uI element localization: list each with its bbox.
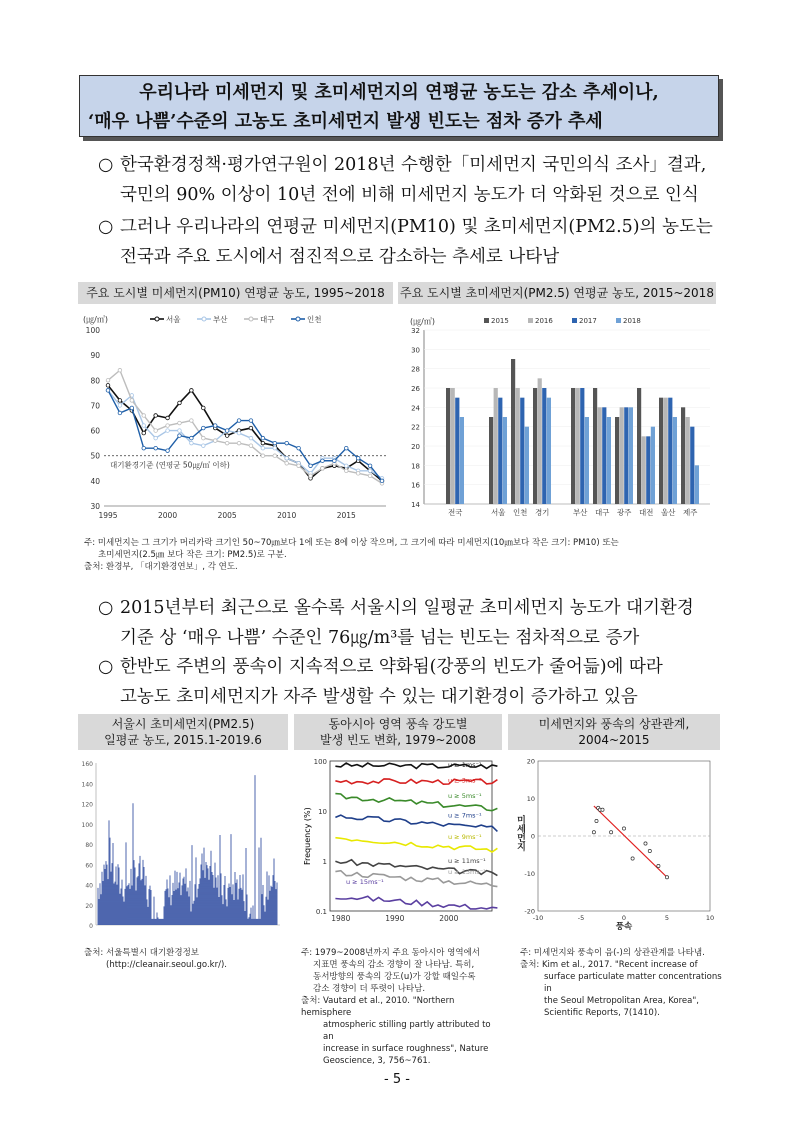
chart2-unit: (㎍/㎥) <box>410 317 435 326</box>
bullet-2-line-2: 전국과 주요 도시에서 점진적으로 감소하는 추세로 나타남 <box>120 247 560 267</box>
bullet-marker: ○ <box>98 217 114 237</box>
scatter-point <box>610 831 613 834</box>
bar <box>494 388 498 504</box>
y-tick-label: 22 <box>411 423 420 432</box>
legend-marker <box>155 317 159 321</box>
data-point <box>273 446 277 450</box>
title-line-2: ‘매우 나쁨’수준의 고농도 초미세먼지 발생 빈도는 점차 증가 추세 <box>88 111 603 132</box>
data-point <box>344 446 348 450</box>
legend-label: 2016 <box>535 317 553 325</box>
y-tick-label: 60 <box>85 862 93 870</box>
chart5-note-1: 주: 미세먼지와 풍속이 음(-)의 상관관계를 나타냄. <box>520 948 705 958</box>
bar <box>673 417 677 504</box>
bar <box>538 378 542 504</box>
chart4-note-4: 감소 경향이 더 뚜렷이 나타남. <box>313 984 426 994</box>
chart4-caption-line-1: 동아시아 영역 풍속 강도별 <box>328 717 468 731</box>
legend-label: 인천 <box>307 315 322 324</box>
bar <box>664 398 668 504</box>
chart5-caption-line-2: 2004~2015 <box>578 733 650 747</box>
x-tick-label: 전국 <box>447 508 463 517</box>
data-point <box>130 406 134 410</box>
bullet-4-line-2: 고농도 초미세먼지가 자주 발생할 수 있는 대기환경이 증가하고 있음 <box>120 687 638 707</box>
scatter-point <box>644 842 647 845</box>
legend-marker <box>296 317 300 321</box>
y-tick-label: 100 <box>313 758 327 766</box>
scatter-point <box>601 808 604 811</box>
data-point <box>154 446 158 450</box>
x-tick-label: 2010 <box>277 511 297 520</box>
scatter-point <box>657 864 660 867</box>
data-point <box>333 459 337 463</box>
chart5-note-4: the Seoul Metropolitan Area, Korea", <box>544 996 699 1006</box>
bar <box>695 465 699 504</box>
y-tick-label: 160 <box>81 761 93 768</box>
data-point <box>118 368 122 372</box>
y-tick-label: 20 <box>526 757 535 766</box>
title-line-1: 우리나라 미세먼지 및 초미세먼지의 연평균 농도는 감소 추세이나, <box>139 82 659 103</box>
chart3-note-2: (http://cleanair.seoul.go.kr/). <box>106 960 227 970</box>
y-tick-label: 40 <box>85 882 93 890</box>
legend-swatch <box>616 318 621 323</box>
chart1-caption: 주요 도시별 미세먼지(PM10) 연평균 농도, 1995~2018 <box>78 282 393 304</box>
bar <box>602 407 606 504</box>
data-point <box>249 444 253 448</box>
data-point <box>249 436 253 440</box>
data-point <box>130 399 134 403</box>
bar <box>651 427 655 504</box>
scatter-point <box>622 827 625 830</box>
data-point <box>225 441 229 445</box>
data-point <box>106 389 110 393</box>
data-point <box>142 414 146 418</box>
bullet-1-line-1: 한국환경정책·평가연구원이 2018년 수행한「미세먼지 국민의식 조사」결과, <box>120 155 707 175</box>
bullet-1-line-2: 국민의 90% 이상이 10년 전에 비해 미세먼지 농도가 더 악화된 것으로 인식 <box>120 185 699 205</box>
section-title-box <box>79 75 719 137</box>
bar <box>571 388 575 504</box>
chart4-ylabel: Frequency (%) <box>303 807 312 865</box>
chart1-annotation: 대기환경기준 (연평균 50㎍/㎥ 이하) <box>110 460 230 470</box>
chart5-notes <box>520 947 725 1019</box>
data-point <box>202 436 206 440</box>
y-tick-label: 60 <box>90 426 100 436</box>
data-point <box>166 449 170 453</box>
x-axis-label: 풍속 <box>615 922 633 930</box>
x-tick-label: 서울 <box>490 508 506 517</box>
daily-bars <box>98 775 277 925</box>
bar <box>624 407 628 504</box>
data-point <box>309 474 313 478</box>
data-point <box>118 404 122 408</box>
note-line-1: 주: 미세먼지는 그 크기가 머리카락 크기인 50~70㎛보다 1에 또는 8에 이상 작으며, 그 크기에 따라 미세먼지(10㎛보다 작은 크기: PM10) 또는 <box>84 538 619 548</box>
data-point <box>344 469 348 473</box>
bar <box>498 398 502 504</box>
legend-marker <box>249 317 253 321</box>
y-tick-label: 0 <box>89 923 93 930</box>
data-point <box>261 446 265 450</box>
chart1-unit: (㎍/㎥) <box>83 315 108 324</box>
y-tick-label: 40 <box>90 476 100 486</box>
data-point <box>321 466 325 470</box>
x-tick-label: 제주 <box>682 508 698 517</box>
bullet-4-line-1: 한반도 주변의 풍속이 지속적으로 약화됨(강풍의 빈도가 줄어듦)에 따라 <box>120 657 663 677</box>
bar <box>598 407 602 504</box>
data-point <box>273 454 277 458</box>
y-tick-label: -20 <box>524 907 535 916</box>
x-tick-label: 1990 <box>385 914 405 923</box>
data-point <box>142 424 146 428</box>
x-tick-label: 5 <box>664 914 670 922</box>
legend-label: 2015 <box>491 317 509 325</box>
data-point <box>213 439 217 443</box>
data-point <box>273 441 277 445</box>
bar <box>446 388 450 504</box>
wind-series-label: u ≥ 15ms⁻¹ <box>346 877 384 886</box>
bullet-marker: ○ <box>98 598 114 618</box>
data-point <box>190 389 194 393</box>
y-tick-label: 30 <box>411 346 420 355</box>
data-point <box>285 456 289 460</box>
legend-label: 2018 <box>623 317 641 325</box>
scatter-point <box>648 849 651 852</box>
chart4-note-5: 출처: Vautard et al., 2010. "Northern hemisphere <box>301 996 455 1018</box>
y-tick-label: 10 <box>526 795 535 803</box>
data-point <box>309 464 313 468</box>
chart5-caption-line-1: 미세먼지와 풍속의 상관관계, <box>538 717 690 731</box>
chart5-note-5: Scientific Reports, 7(1410). <box>544 1008 660 1018</box>
chart4-notes <box>301 947 501 1067</box>
x-tick-label: 10 <box>705 914 715 922</box>
seoul-daily-pm25-chart <box>78 755 288 940</box>
legend-swatch <box>572 318 577 323</box>
x-tick-label: -10 <box>532 914 544 922</box>
data-point <box>190 419 194 423</box>
bar <box>615 417 619 504</box>
bar <box>637 388 641 504</box>
data-point <box>142 446 146 450</box>
wind-series-label: u ≥ 1ms⁻¹ <box>448 761 482 770</box>
data-point <box>178 421 182 425</box>
bar <box>455 398 459 504</box>
chart3-notes <box>84 947 294 971</box>
data-point <box>154 414 158 418</box>
bar <box>690 427 694 504</box>
y-tick-label: 70 <box>90 401 100 411</box>
wind-series-label: u ≥ 9ms⁻¹ <box>448 832 482 841</box>
chart4-note-3: 동서방향의 풍속의 강도(u)가 강할 때일수록 <box>313 972 476 982</box>
regression-line <box>594 806 667 877</box>
chart5-caption <box>508 714 720 750</box>
x-tick-label: 2005 <box>217 511 237 520</box>
y-tick-label: 80 <box>85 842 93 849</box>
data-point <box>380 479 384 483</box>
bar <box>607 417 611 504</box>
y-tick-label: 90 <box>90 351 100 361</box>
y-tick-label: 80 <box>90 376 100 386</box>
chart3-caption-line-1: 서울시 초미세먼지(PM2.5) <box>111 717 255 731</box>
bar <box>511 359 515 504</box>
data-point <box>166 429 170 433</box>
data-point <box>368 469 372 473</box>
bar <box>460 417 464 504</box>
y-tick-label: 20 <box>411 443 420 451</box>
bar <box>659 398 663 504</box>
bar <box>533 388 537 504</box>
legend-label: 2017 <box>579 317 597 325</box>
x-tick-label: 대전 <box>638 508 654 517</box>
data-point <box>178 429 182 433</box>
y-tick-label: 0 <box>530 832 535 841</box>
legend-label: 부산 <box>213 315 228 324</box>
y-tick-label: 0.1 <box>315 908 327 916</box>
chart2-caption: 주요 도시별 초미세먼지(PM2.5) 연평균 농도, 2015~2018 <box>398 282 716 304</box>
data-point <box>142 431 146 435</box>
bullet-2-line-1: 그러나 우리나라의 연평균 미세먼지(PM10) 및 초미세먼지(PM2.5)의 농도는 <box>120 217 713 237</box>
bar <box>576 388 580 504</box>
bar <box>620 407 624 504</box>
chart1-notes <box>84 537 724 573</box>
bar <box>520 398 524 504</box>
y-tick-label: 26 <box>411 385 420 393</box>
bullet-marker: ○ <box>98 657 114 677</box>
y-tick-label: 120 <box>81 801 93 809</box>
wind-series-label: u ≥ 7ms⁻¹ <box>448 811 482 820</box>
bar <box>525 427 529 504</box>
data-point <box>213 424 217 428</box>
bar <box>646 436 650 504</box>
x-tick-label: 1995 <box>98 511 118 520</box>
chart4-caption <box>294 714 502 750</box>
x-tick-label: 울산 <box>660 508 676 517</box>
scatter-point <box>665 876 668 879</box>
data-point <box>297 446 301 450</box>
data-point <box>154 429 158 433</box>
data-point <box>249 419 253 423</box>
y-tick-label: 140 <box>81 781 93 789</box>
data-point <box>321 459 325 463</box>
chart3-caption <box>78 714 288 750</box>
y-tick-label: 50 <box>90 451 100 461</box>
y-tick-label: 28 <box>411 365 420 374</box>
bullet-4 <box>98 652 728 712</box>
note-source: 출처: 환경부, 「대기환경연보」, 각 연도. <box>84 562 238 572</box>
pm25-bar-chart <box>398 308 716 523</box>
x-tick-label: 인천 <box>512 508 528 517</box>
legend-swatch <box>528 318 533 323</box>
data-point <box>154 436 158 440</box>
data-point <box>237 419 241 423</box>
data-point <box>190 436 194 440</box>
x-tick-label: 2000 <box>439 914 459 923</box>
bullet-3-line-2: 기준 상 ‘매우 나쁨’ 수준인 76㎍/m³를 넘는 빈도는 점차적으로 증가 <box>120 628 640 648</box>
chart4-note-8: Geoscience, 3, 756~761. <box>323 1056 431 1066</box>
chart3-caption-line-2: 일평균 농도, 2015.1-2019.6 <box>104 733 262 747</box>
bar <box>668 398 672 504</box>
legend-swatch <box>484 318 489 323</box>
data-point <box>118 399 122 403</box>
chart4-caption-line-2: 발생 빈도 변화, 1979~2008 <box>320 733 476 747</box>
data-point <box>356 456 360 460</box>
data-point <box>356 472 360 476</box>
y-tick-label: 32 <box>411 327 420 335</box>
y-tick-label: 16 <box>411 481 420 490</box>
x-tick-label: 2015 <box>336 511 356 520</box>
x-tick-label: 부산 <box>572 508 588 517</box>
note-line-2: 초미세먼지(2.5㎛ 보다 작은 크기: PM2.5)로 구분. <box>98 550 287 560</box>
data-point <box>202 406 206 410</box>
scatter-point <box>595 819 598 822</box>
x-tick-label: 0 <box>621 914 627 922</box>
data-point <box>261 436 265 440</box>
y-tick-label: 100 <box>81 821 93 829</box>
bar <box>451 388 455 504</box>
data-point <box>166 416 170 420</box>
pm-wind-scatter-chart <box>508 755 720 930</box>
legend-label: 서울 <box>166 315 181 324</box>
data-point <box>368 474 372 478</box>
bullet-3 <box>98 593 728 653</box>
data-point <box>368 464 372 468</box>
scatter-point <box>592 831 595 834</box>
bar <box>547 398 551 504</box>
chart3-note-1: 출처: 서울특별시 대기환경정보 <box>84 948 200 958</box>
data-point <box>202 426 206 430</box>
data-point <box>190 441 194 445</box>
wind-series-label: u ≥ 3ms⁻¹ <box>448 776 482 785</box>
x-tick-label: 광주 <box>616 508 632 517</box>
y-tick-label: 100 <box>85 326 100 335</box>
page-number: - 5 - <box>384 1072 410 1087</box>
bar <box>681 407 685 504</box>
x-tick-label: 1980 <box>331 914 351 923</box>
data-point <box>237 441 241 445</box>
chart4-note-2: 지표면 풍속의 감소 경향이 잘 나타남. 특히, <box>313 960 475 970</box>
y-tick-label: 24 <box>411 404 420 413</box>
legend-label: 대구 <box>260 315 275 324</box>
bar <box>489 417 493 504</box>
data-point <box>285 441 289 445</box>
chart5-note-2: 출처: Kim et al., 2017. "Recent increase of <box>520 960 698 970</box>
wind-series-label: u ≥ 13ms⁻¹ <box>448 867 486 876</box>
bar <box>585 417 589 504</box>
bar <box>593 388 597 504</box>
wind-series-label: u ≥ 11ms⁻¹ <box>448 856 486 865</box>
data-point <box>344 464 348 468</box>
chart4-note-1: 주: 1979~2008년까지 주요 동아시아 영역에서 <box>301 948 481 958</box>
bar <box>686 417 690 504</box>
data-point <box>202 444 206 448</box>
y-tick-label: 10 <box>318 808 327 816</box>
data-point <box>285 461 289 465</box>
chart4-note-7: increase in surface roughness", Nature <box>323 1044 489 1054</box>
scatter-point <box>631 857 634 860</box>
data-point <box>166 424 170 428</box>
data-point <box>178 401 182 405</box>
bar <box>629 407 633 504</box>
data-point <box>106 378 110 382</box>
data-point <box>118 411 122 415</box>
pm10-line-chart <box>78 308 393 523</box>
y-tick-label: 14 <box>411 501 420 509</box>
bullet-2 <box>98 212 728 272</box>
chart4-note-6: atmospheric stilling partly attributed to an <box>323 1020 491 1042</box>
bar <box>503 417 507 504</box>
y-tick-label: -10 <box>524 870 535 878</box>
data-point <box>261 454 265 458</box>
wind-series-label: u ≥ 5ms⁻¹ <box>448 791 482 800</box>
data-point <box>225 429 229 433</box>
bullet-3-line-1: 2015년부터 최근으로 올수록 서울시의 일평균 초미세먼지 농도가 대기환경 <box>120 598 694 618</box>
data-point <box>178 434 182 438</box>
wind-frequency-chart <box>300 755 500 925</box>
data-point <box>249 426 253 430</box>
bullet-1 <box>98 150 728 210</box>
legend-marker <box>202 317 206 321</box>
y-tick-label: 30 <box>90 502 100 511</box>
data-point <box>225 434 229 438</box>
bar <box>516 388 520 504</box>
bar <box>580 388 584 504</box>
chart5-note-3: surface particulate matter concentrations in <box>544 972 722 994</box>
y-tick-label: 1 <box>322 858 327 866</box>
y-tick-label: 18 <box>411 462 420 471</box>
data-point <box>297 464 301 468</box>
x-tick-label: 경기 <box>534 508 550 517</box>
bar <box>542 388 546 504</box>
data-point <box>106 384 110 388</box>
data-point <box>237 431 241 435</box>
y-axis-label: 미세먼지 <box>515 815 525 851</box>
wind-series-line <box>335 896 497 909</box>
bar <box>642 436 646 504</box>
x-tick-label: 2000 <box>158 511 178 520</box>
x-tick-label: 대구 <box>594 508 610 517</box>
x-tick-label: -5 <box>577 914 585 922</box>
bullet-marker: ○ <box>98 155 114 175</box>
y-tick-label: 20 <box>85 902 93 910</box>
data-point <box>261 441 265 445</box>
